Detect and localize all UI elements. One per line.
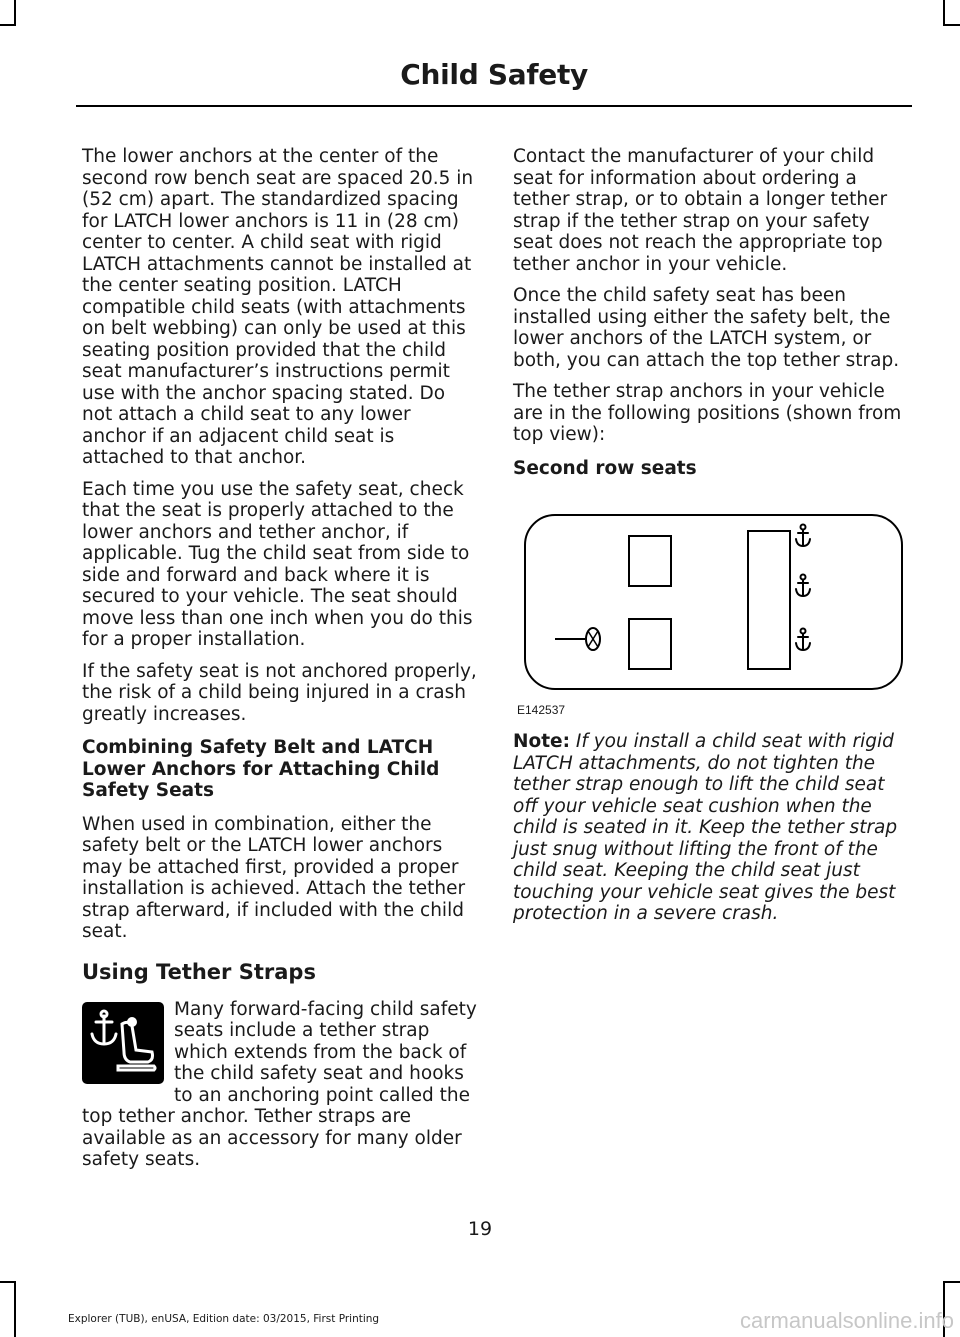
crop-mark [943, 24, 960, 26]
section-heading-tether-straps: Using Tether Straps [82, 959, 316, 984]
paragraph-tether-straps: Many forward-facing child safety seats include a tether strap which extends from the back of the child safety seat and hooks to an anchoring point called the top tether anchor. Tether straps are available as an accessory for many older safety seats. [82, 998, 477, 1170]
watermark: carmanualsonline.info [739, 1308, 954, 1333]
crop-mark [943, 0, 945, 26]
note-label: Note: [513, 731, 570, 752]
paragraph-attach-tether: Once the child safety seat has been installed using either the safety belt, the lower anchors of the LATCH system, or both, you can attach the top tether strap. [513, 285, 900, 371]
anchor-icon [796, 525, 810, 547]
paragraph-combination: When used in combination, either the safety belt or the LATCH lower anchors may be attached first, provided a proper installation is achieved. Attach the tether strap afterward, if included with the child seat. [82, 813, 466, 942]
crop-mark [14, 1281, 16, 1337]
right-column [513, 146, 909, 935]
child-seat-tether-anchor-icon [82, 1002, 164, 1084]
front-seat-left [629, 619, 671, 669]
header-divider [76, 105, 912, 107]
crop-mark [943, 1281, 960, 1283]
crop-mark [14, 0, 16, 26]
second-row-anchor-diagram [513, 491, 909, 723]
page-number: 19 [467, 1218, 493, 1240]
page-title: Child Safety [400, 58, 588, 91]
paragraph-check-attachment: Each time you use the safety seat, check that the seat is properly attached to the lower anchors and tether anchor, if applicable. Tug the child seat from side to side and forward and back where it is secured to your vehicle. The seat should move less than one inch when you do this for a proper installation. [82, 478, 473, 650]
figure-code: E142537 [517, 702, 566, 717]
vehicle-top-view-diagram [513, 491, 909, 723]
edition-footer: Explorer (TUB), enUSA, Edition date: 03/2015, First Printing [68, 1313, 380, 1325]
second-row-bench-seat [748, 531, 790, 669]
paragraph-anchor-positions: The tether strap anchors in your vehicle are in the following positions (shown from top view): [513, 381, 902, 445]
crop-mark [0, 1281, 16, 1283]
crop-mark [0, 24, 16, 26]
note [513, 731, 909, 925]
anchor-icon [796, 575, 810, 597]
paragraph-anchor-risk: If the safety seat is not anchored properly, the risk of a child being injured in a crash greatly increases. [82, 660, 477, 725]
note-text: If you install a child seat with rigid LATCH attachments, do not tighten the tether strap enough to lift the child seat off your vehicle seat cushion when the child is seated in it. Keep the tether strap just snug without lifting the front of the child seat. Keeping the child seat just touching your vehicle seat gives the best protection in a severe crash. [513, 731, 898, 924]
subheading-second-row-seats: Second row seats [513, 457, 697, 479]
left-column [82, 146, 478, 1181]
vehicle-outline [525, 515, 902, 689]
paragraph-contact-manufacturer: Contact the manufacturer of your child seat for information about ordering a tether strap, or to obtain a longer tether strap if the tether strap on your safety seat does not reach the appropriate top tether anchor in your vehicle. [513, 146, 888, 275]
paragraph-lower-anchor-spacing: The lower anchors at the center of the second row bench seat are spaced 20.5 in (52 cm) apart. The standardized spacing for LATCH lower anchors is 11 in (28 cm) center to center. A child seat with rigid LATCH attachments cannot be installed at the center seating position. LATCH compatible child seats (with attachments on belt webbing) can only be used at this seating position provided that the child seat manufacturer’s instructions permit use with the anchor spacing stated. Do not attach a child seat to any lower anchor if an adjacent child seat is attached to that anchor. [82, 146, 474, 468]
anchor-icon [796, 629, 810, 651]
section-heading-combining: Combining Safety Belt and LATCH Lower Anchors for Attaching Child Safety Seats [82, 737, 440, 801]
front-seat-right [629, 536, 671, 586]
